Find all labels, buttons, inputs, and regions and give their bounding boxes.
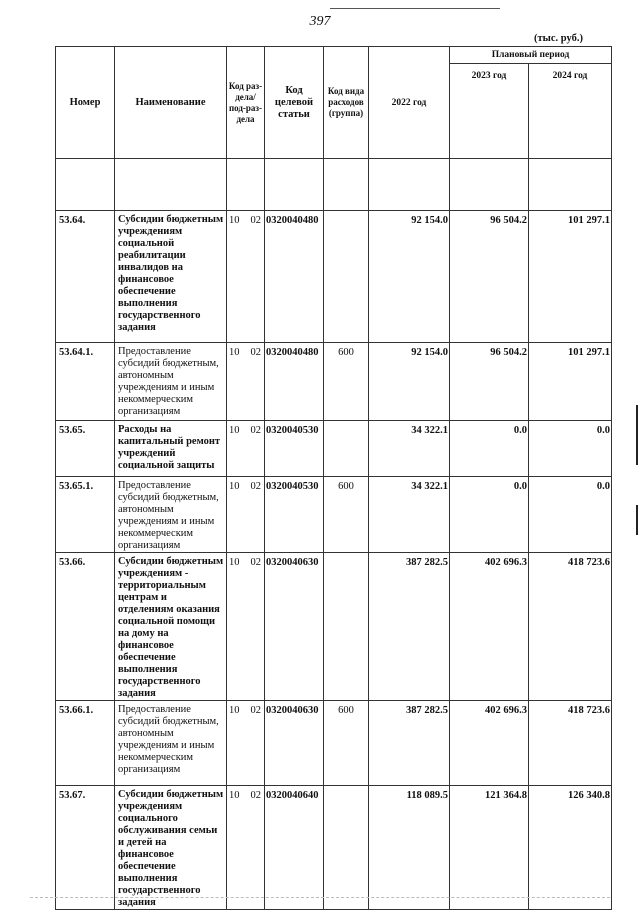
row-number: 53.64. [56, 211, 115, 343]
row-name: Субсидии бюджетным учреждениям социальной реабилитации инвалидов на финансовое обеспечение выполнения государственного задания [115, 211, 227, 343]
section-code: 10 [229, 705, 240, 716]
row-amount-2024: 418 723.6 [529, 553, 612, 701]
row-target-code: 0320040480 [265, 211, 324, 343]
row-amount-2022: 387 282.5 [369, 553, 450, 701]
row-amount-2023: 0.0 [450, 421, 529, 477]
row-section-code [227, 477, 265, 553]
page-number: 397 [309, 14, 331, 29]
row-number: 53.65. [56, 421, 115, 477]
row-name: Предоставление субсидий бюджетным, автономным учреждениям и иным некоммерческим организациям [115, 343, 227, 421]
row-expense-code [324, 786, 369, 910]
subsection-code: 02 [250, 347, 261, 358]
section-code: 10 [229, 481, 240, 492]
row-amount-2022: 34 322.1 [369, 477, 450, 553]
row-amount-2023: 96 504.2 [450, 211, 529, 343]
row-target-code: 0320040480 [265, 343, 324, 421]
row-expense-code [324, 553, 369, 701]
section-code: 10 [229, 790, 240, 801]
row-number: 53.67. [56, 786, 115, 910]
subsection-code: 02 [250, 215, 261, 226]
row-amount-2024: 126 340.8 [529, 786, 612, 910]
row-amount-2022: 118 089.5 [369, 786, 450, 910]
row-number: 53.66. [56, 553, 115, 701]
top-rule [330, 8, 500, 9]
header-year-2022: 2022 год [369, 47, 450, 159]
row-amount-2024: 418 723.6 [529, 701, 612, 786]
section-code: 10 [229, 215, 240, 226]
row-number: 53.64.1. [56, 343, 115, 421]
subsection-code: 02 [250, 557, 261, 568]
row-section-code [227, 553, 265, 701]
row-name: Предоставление субсидий бюджетным, автономным учреждениям и иным некоммерческим организациям [115, 701, 227, 786]
row-amount-2024: 0.0 [529, 477, 612, 553]
header-name: Наименование [115, 47, 227, 159]
row-expense-code: 600 [324, 343, 369, 421]
header-year-2023: 2023 год [450, 64, 529, 159]
row-target-code: 0320040530 [265, 421, 324, 477]
row-number: 53.65.1. [56, 477, 115, 553]
row-name: Предоставление субсидий бюджетным, автономным учреждениям и иным некоммерческим организациям [115, 477, 227, 553]
row-amount-2023: 0.0 [450, 477, 529, 553]
row-expense-code [324, 211, 369, 343]
row-section-code [227, 211, 265, 343]
budget-table [55, 46, 612, 910]
section-code: 10 [229, 425, 240, 436]
header-target-code: Код целевой статьи [265, 47, 324, 159]
row-expense-code [324, 421, 369, 477]
row-amount-2024: 0.0 [529, 421, 612, 477]
table-row [56, 421, 612, 477]
row-section-code [227, 701, 265, 786]
header-year-2024: 2024 год [529, 64, 612, 159]
row-target-code: 0320040630 [265, 701, 324, 786]
scan-edge-mark [636, 405, 638, 465]
row-number: 53.66.1. [56, 701, 115, 786]
row-name: Расходы на капитальный ремонт учреждений социальной защиты [115, 421, 227, 477]
table-row [56, 786, 612, 910]
row-amount-2022: 387 282.5 [369, 701, 450, 786]
table-body [56, 211, 612, 910]
header-section-code: Код раз-дела/ под-раз-дела [227, 47, 265, 159]
section-code: 10 [229, 347, 240, 358]
row-amount-2023: 402 696.3 [450, 701, 529, 786]
row-section-code [227, 786, 265, 910]
row-amount-2024: 101 297.1 [529, 211, 612, 343]
header-number: Номер [56, 47, 115, 159]
units-label: (тыс. руб.) [534, 33, 583, 44]
row-target-code: 0320040530 [265, 477, 324, 553]
subsection-code: 02 [250, 425, 261, 436]
subsection-code: 02 [250, 481, 261, 492]
row-amount-2022: 34 322.1 [369, 421, 450, 477]
row-amount-2023: 96 504.2 [450, 343, 529, 421]
subsection-code: 02 [250, 705, 261, 716]
row-amount-2023: 121 364.8 [450, 786, 529, 910]
row-amount-2024: 101 297.1 [529, 343, 612, 421]
header-expense-code: Код вида расходов (группа) [324, 47, 369, 159]
subsection-code: 02 [250, 790, 261, 801]
table-row [56, 343, 612, 421]
row-section-code [227, 421, 265, 477]
scan-edge-mark [636, 505, 638, 535]
table-row [56, 211, 612, 343]
row-expense-code: 600 [324, 477, 369, 553]
row-amount-2022: 92 154.0 [369, 211, 450, 343]
row-amount-2023: 402 696.3 [450, 553, 529, 701]
header-plan-period: Плановый период [450, 47, 612, 64]
scan-bottom-line [30, 897, 610, 898]
row-amount-2022: 92 154.0 [369, 343, 450, 421]
row-expense-code: 600 [324, 701, 369, 786]
row-target-code: 0320040640 [265, 786, 324, 910]
row-target-code: 0320040630 [265, 553, 324, 701]
row-section-code [227, 343, 265, 421]
row-name: Субсидии бюджетным учреждениям социального обслуживания семьи и детей на финансовое обеспечение выполнения государственного задания [115, 786, 227, 910]
section-code: 10 [229, 557, 240, 568]
table-row [56, 553, 612, 701]
table-row [56, 701, 612, 786]
row-name: Субсидии бюджетным учреждениям - территориальным центрам и отделениям оказания социальной помощи на дому на финансовое обеспечение выполнения государственного задания [115, 553, 227, 701]
table-row [56, 477, 612, 553]
